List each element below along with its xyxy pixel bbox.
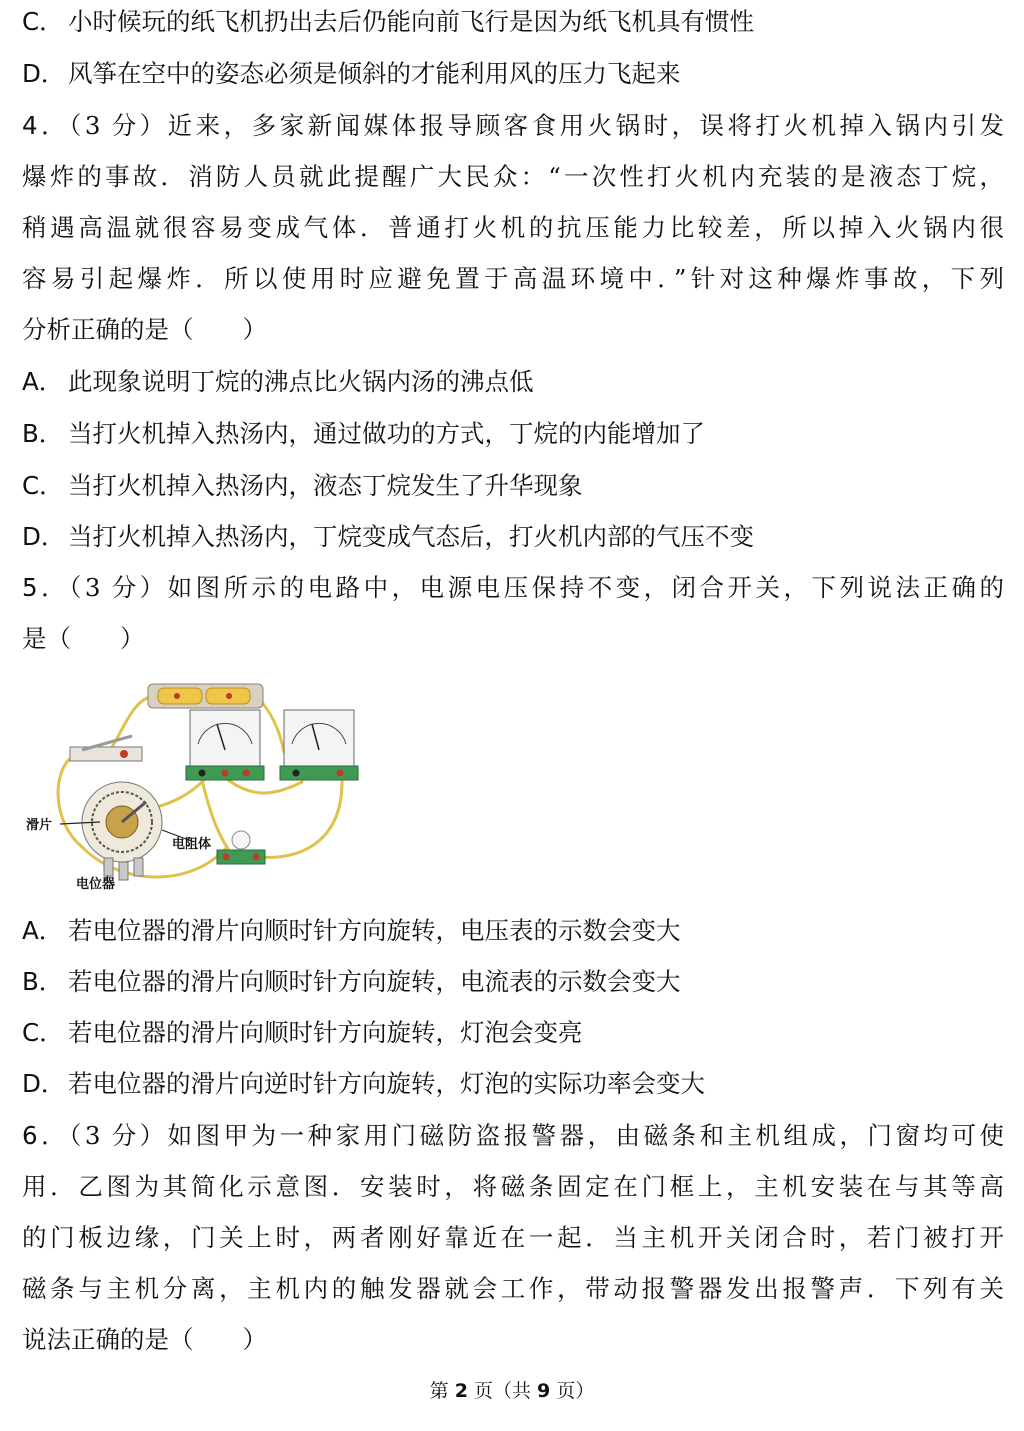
- option-label: B．: [22, 419, 64, 448]
- q6-stem-line-5: 说法正确的是（ ）: [22, 1325, 267, 1354]
- q6-stem-line-2: 用．乙图为其简化示意图．安装时，将磁条固定在门框上，主机安装在与其等高: [22, 1172, 1004, 1201]
- option-label: A．: [22, 916, 64, 945]
- q5-option-d: [22, 1069, 705, 1099]
- option-text: 当打火机掉入热汤内，通过做功的方式，丁烷的内能增加了: [68, 419, 705, 448]
- option-text: 此现象说明丁烷的沸点比火锅内汤的沸点低: [68, 367, 534, 396]
- option-label: B．: [22, 967, 64, 996]
- option-text: 若电位器的滑片向逆时针方向旋转，灯泡的实际功率会变大: [68, 1069, 705, 1098]
- voltmeter-icon: [186, 710, 264, 780]
- q4-stem-line-4: 容易引起爆炸．所以使用时应避免置于高温环境中．”针对这种爆炸事故，下列: [22, 264, 1004, 293]
- q4-stem-line-5: 分析正确的是（ ）: [22, 315, 267, 344]
- question-number: 6．: [22, 1121, 70, 1150]
- potentiometer-icon: [82, 782, 162, 880]
- q4-option-c: [22, 471, 583, 501]
- switch-icon: [70, 736, 142, 761]
- resistor-label: 电阻体: [172, 837, 212, 852]
- option-text: 当打火机掉入热汤内，丁烷变成气态后，打火机内部的气压不变: [68, 522, 754, 551]
- option-text: 风筝在空中的姿态必须是倾斜的才能利用风的压力飞起来: [68, 59, 681, 88]
- option-label: D．: [22, 59, 66, 88]
- potentiometer-label: 电位器: [76, 877, 116, 892]
- q4-option-b: [22, 419, 705, 449]
- q6-stem-line-3: 的门板边缘，门关上时，两者刚好靠近在一起．当主机开关闭合时，若门被打开: [22, 1223, 1004, 1252]
- option-text: 当打火机掉入热汤内，液态丁烷发生了升华现象: [68, 471, 583, 500]
- q5-stem-line-2: 是（ ）: [22, 624, 145, 653]
- option-label: C．: [22, 471, 64, 500]
- q5-option-a: [22, 916, 681, 946]
- q3-option-c: [22, 7, 754, 37]
- page-number: 2: [454, 1380, 468, 1402]
- q4-stem-line-1: 4．（3 分）近来，多家新闻媒体报导顾客食用火锅时，误将打火机掉入锅内引发: [22, 111, 1004, 140]
- q5-option-c: [22, 1018, 583, 1048]
- option-label: D．: [22, 1069, 66, 1098]
- bulb-icon: [217, 831, 265, 864]
- battery-icon: [148, 684, 263, 708]
- option-label: C．: [22, 7, 64, 36]
- question-number: 5．: [22, 573, 70, 602]
- q6-stem-line-1: 6．（3 分）如图甲为一种家用门磁防盗报警器，由磁条和主机组成，门窗均可使: [22, 1121, 1004, 1150]
- q3-option-d: [22, 59, 681, 89]
- ammeter-icon: [280, 710, 358, 780]
- option-label: D．: [22, 522, 66, 551]
- q4-option-a: [22, 367, 534, 397]
- option-text: 小时候玩的纸飞机扔出去后仍能向前飞行是因为纸飞机具有惯性: [68, 7, 754, 36]
- option-text: 若电位器的滑片向顺时针方向旋转，电压表的示数会变大: [68, 916, 681, 945]
- option-text: 若电位器的滑片向顺时针方向旋转，灯泡会变亮: [68, 1018, 583, 1047]
- q5-option-b: [22, 967, 681, 997]
- q4-stem-line-3: 稍遇高温就很容易变成气体．普通打火机的抗压能力比较差，所以掉入火锅内很: [22, 213, 1004, 242]
- page-footer: 第 2 页（共 9 页）: [429, 1380, 595, 1402]
- q4-option-d: [22, 522, 754, 552]
- slider-label: 滑片: [26, 818, 53, 833]
- option-label: C．: [22, 1018, 64, 1047]
- q6-stem-line-4: 磁条与主机分离，主机内的触发器就会工作，带动报警器发出报警声．下列有关: [22, 1274, 1004, 1303]
- circuit-figure: [22, 672, 362, 898]
- question-number: 4．: [22, 111, 70, 140]
- q4-stem-line-2: 爆炸的事故．消防人员就此提醒广大民众：“一次性打火机内充装的是液态丁烷，: [22, 162, 1004, 191]
- option-text: 若电位器的滑片向顺时针方向旋转，电流表的示数会变大: [68, 967, 681, 996]
- q5-stem-line-1: 5．（3 分）如图所示的电路中，电源电压保持不变，闭合开关，下列说法正确的: [22, 573, 1004, 602]
- option-label: A．: [22, 367, 64, 396]
- page-total: 9: [537, 1380, 551, 1402]
